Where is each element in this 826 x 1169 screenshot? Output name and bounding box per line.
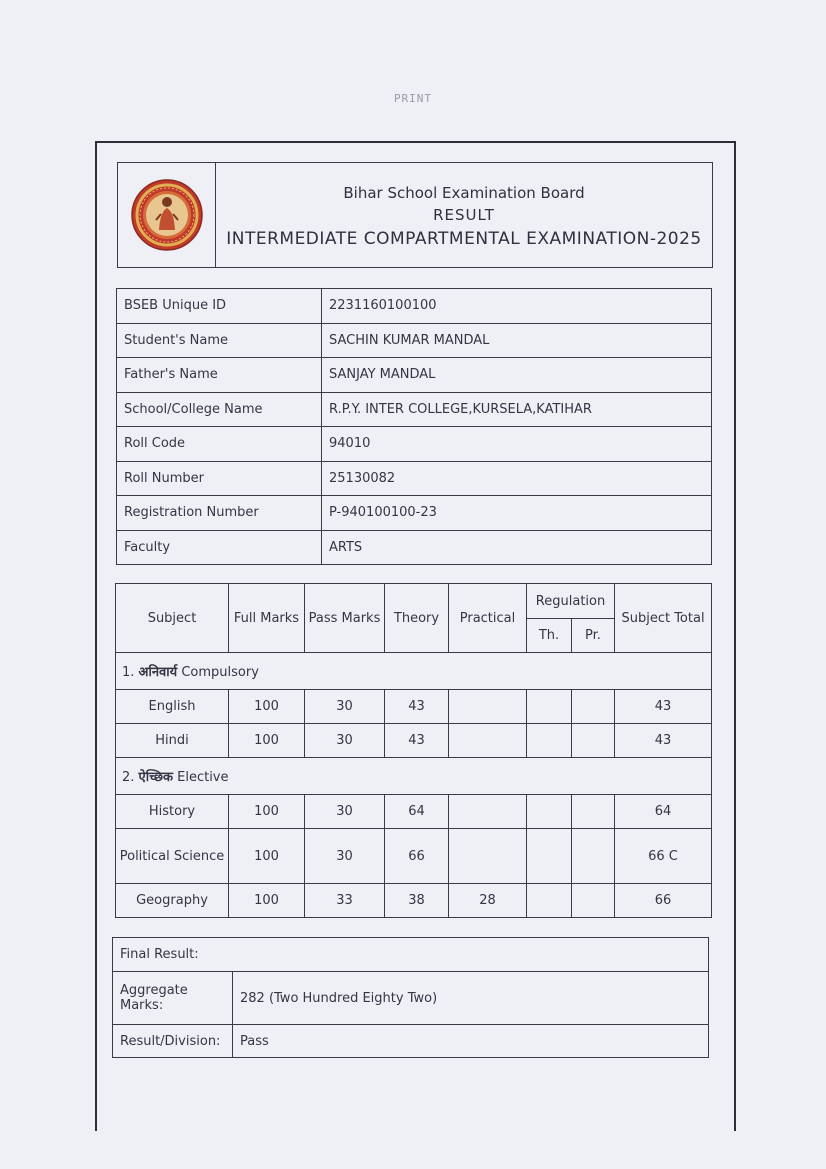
col-reg-th: Th.: [527, 619, 572, 653]
theory-cell: 66: [385, 829, 449, 884]
section-prefix: 2.: [122, 770, 135, 785]
bseb-emblem-icon: [130, 178, 204, 252]
print-mark: PRINT: [393, 92, 433, 105]
marks-table: [115, 583, 712, 918]
full-marks-cell: 100: [229, 690, 305, 724]
col-subject: Subject: [116, 584, 229, 653]
total-cell: 64: [615, 795, 712, 829]
pass-marks-cell: 30: [305, 724, 385, 758]
reg-th-cell: [527, 690, 572, 724]
aggregate-value: 282 (Two Hundred Eighty Two): [233, 972, 709, 1025]
col-regulation: Regulation: [527, 584, 615, 619]
header-row: [116, 584, 712, 619]
table-row: [116, 829, 712, 884]
theory-cell: 64: [385, 795, 449, 829]
total-cell: 43: [615, 690, 712, 724]
col-practical: Practical: [449, 584, 527, 653]
total-cell: 66: [615, 884, 712, 918]
result-title: RESULT: [433, 206, 495, 224]
reg-pr-cell: [572, 795, 615, 829]
info-row: [117, 461, 712, 496]
section-english-label: Compulsory: [181, 665, 259, 680]
subject-cell: Political Science: [116, 829, 229, 884]
info-label: School/College Name: [117, 392, 322, 427]
info-row: [117, 392, 712, 427]
info-row: [117, 530, 712, 565]
student-info-table: [116, 288, 712, 565]
pass-marks-cell: 30: [305, 829, 385, 884]
exam-name: INTERMEDIATE COMPARTMENTAL EXAMINATION-2025: [226, 229, 702, 249]
info-value: P-940100100-23: [322, 496, 712, 531]
info-value: 25130082: [322, 461, 712, 496]
section-english-label: Elective: [177, 770, 229, 785]
col-reg-pr: Pr.: [572, 619, 615, 653]
info-label: Registration Number: [117, 496, 322, 531]
info-value: 2231160100100: [322, 289, 712, 324]
reg-pr-cell: [572, 724, 615, 758]
info-value: R.P.Y. INTER COLLEGE,KURSELA,KATIHAR: [322, 392, 712, 427]
result-header: [117, 162, 713, 268]
theory-cell: 43: [385, 690, 449, 724]
full-marks-cell: 100: [229, 724, 305, 758]
info-value: ARTS: [322, 530, 712, 565]
table-row: [116, 724, 712, 758]
section-label: [116, 758, 712, 795]
col-pass-marks: Pass Marks: [305, 584, 385, 653]
board-name: Bihar School Examination Board: [343, 184, 585, 202]
reg-pr-cell: [572, 829, 615, 884]
info-label: Roll Number: [117, 461, 322, 496]
info-row: [117, 323, 712, 358]
section-label: [116, 653, 712, 690]
aggregate-row: [113, 972, 709, 1025]
info-value: SANJAY MANDAL: [322, 358, 712, 393]
subject-cell: English: [116, 690, 229, 724]
subject-cell: Hindi: [116, 724, 229, 758]
final-result-heading: Final Result:: [113, 938, 709, 972]
final-result-table: [112, 937, 709, 1058]
table-row: [116, 795, 712, 829]
reg-pr-cell: [572, 690, 615, 724]
info-row: [117, 427, 712, 462]
table-row: [116, 690, 712, 724]
theory-cell: 38: [385, 884, 449, 918]
full-marks-cell: 100: [229, 884, 305, 918]
full-marks-cell: 100: [229, 795, 305, 829]
section-hindi-label: ऐच्छिक: [138, 770, 173, 785]
info-row: [117, 358, 712, 393]
info-label: Roll Code: [117, 427, 322, 462]
final-result-heading-row: [113, 938, 709, 972]
reg-th-cell: [527, 724, 572, 758]
division-value: Pass: [233, 1025, 709, 1058]
section-hindi-label: अनिवार्य: [138, 665, 178, 680]
info-value: SACHIN KUMAR MANDAL: [322, 323, 712, 358]
full-marks-cell: 100: [229, 829, 305, 884]
division-row: [113, 1025, 709, 1058]
pass-marks-cell: 33: [305, 884, 385, 918]
info-value: 94010: [322, 427, 712, 462]
practical-cell: [449, 829, 527, 884]
info-label: Faculty: [117, 530, 322, 565]
pass-marks-cell: 30: [305, 795, 385, 829]
theory-cell: 43: [385, 724, 449, 758]
col-subject-total: Subject Total: [615, 584, 712, 653]
info-row: [117, 496, 712, 531]
practical-cell: [449, 690, 527, 724]
section-elective: [116, 758, 712, 795]
title-block: [216, 163, 712, 267]
info-label: BSEB Unique ID: [117, 289, 322, 324]
table-row: [116, 884, 712, 918]
practical-cell: 28: [449, 884, 527, 918]
reg-pr-cell: [572, 884, 615, 918]
pass-marks-cell: 30: [305, 690, 385, 724]
practical-cell: [449, 795, 527, 829]
division-label: Result/Division:: [113, 1025, 233, 1058]
section-prefix: 1.: [122, 665, 135, 680]
col-theory: Theory: [385, 584, 449, 653]
reg-th-cell: [527, 884, 572, 918]
subject-cell: History: [116, 795, 229, 829]
info-label: Student's Name: [117, 323, 322, 358]
info-row: [117, 289, 712, 324]
subject-cell: Geography: [116, 884, 229, 918]
section-compulsory: [116, 653, 712, 690]
total-cell: 43: [615, 724, 712, 758]
col-full-marks: Full Marks: [229, 584, 305, 653]
practical-cell: [449, 724, 527, 758]
aggregate-label: Aggregate Marks:: [113, 972, 233, 1025]
reg-th-cell: [527, 795, 572, 829]
info-label: Father's Name: [117, 358, 322, 393]
reg-th-cell: [527, 829, 572, 884]
total-cell: 66 C: [615, 829, 712, 884]
logo-cell: [118, 163, 216, 267]
